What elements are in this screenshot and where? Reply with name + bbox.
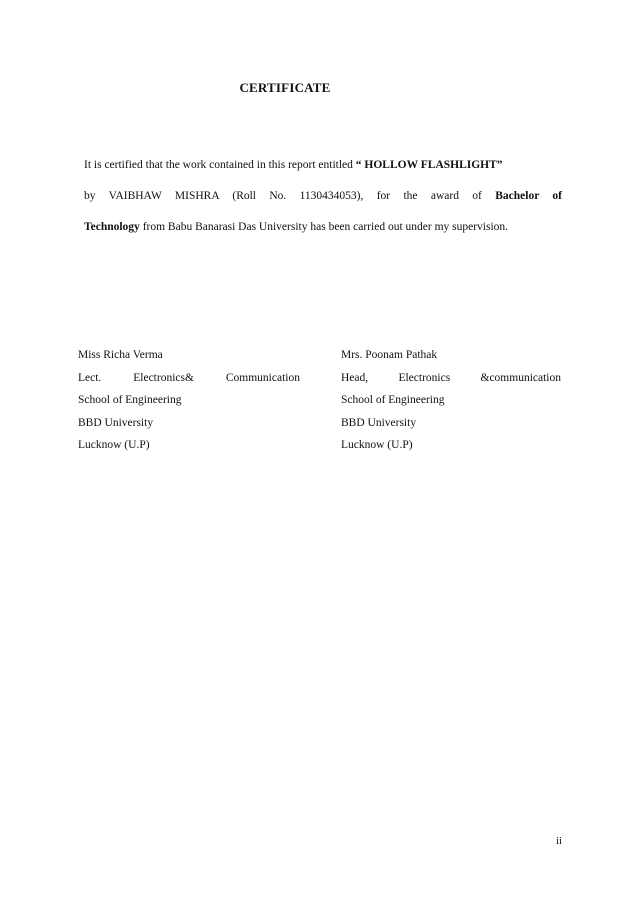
signatory-right-designation-word: Electronics (398, 371, 451, 384)
signatory-left-university: BBD University (78, 416, 154, 429)
signatory-left-designation-word: Communication (225, 371, 300, 384)
certificate-statement (84, 150, 562, 243)
signatory-right-designation-word: Head, (341, 371, 369, 384)
statement-line-2-prefix: by VAIBHAW MISHRA (Roll No. 1130434053), for the award of (84, 190, 482, 202)
signatory-right-school: School of Engineering (341, 394, 445, 406)
signatory-left-designation (78, 367, 300, 390)
report-title: “ HOLLOW FLASHLIGHT” (355, 159, 503, 171)
signatory-left-designation-word: Lect. (78, 371, 102, 384)
signatory-right-city: Lucknow (U.P) (341, 439, 413, 451)
statement-line-2 (84, 181, 562, 212)
statement-line-3 (84, 212, 562, 243)
degree-name-start: Bachelor of (495, 190, 563, 202)
signatory-right-designation (341, 367, 561, 390)
signatory-left (78, 344, 300, 457)
certificate-title: CERTIFICATE (239, 80, 331, 95)
signatory-left-name: Miss Richa Verma (78, 349, 163, 361)
statement-line-1-prefix: It is certified that the work contained in this report entitled (84, 159, 353, 171)
signatory-right-designation-word: &communication (480, 371, 561, 384)
signatory-right-university: BBD University (341, 416, 417, 429)
signatory-right (341, 344, 561, 457)
statement-line-3-rest: from Babu Banarasi Das University has been carried out under my supervision. (142, 221, 509, 233)
signatory-left-city: Lucknow (U.P) (78, 439, 150, 451)
signatory-left-school: School of Engineering (78, 394, 182, 406)
signatory-right-name: Mrs. Poonam Pathak (341, 349, 438, 361)
degree-name-end: Technology (84, 221, 140, 233)
page-number: ii (556, 835, 563, 847)
signatory-left-designation-word: Electronics& (133, 371, 194, 384)
statement-line-1 (84, 150, 562, 181)
